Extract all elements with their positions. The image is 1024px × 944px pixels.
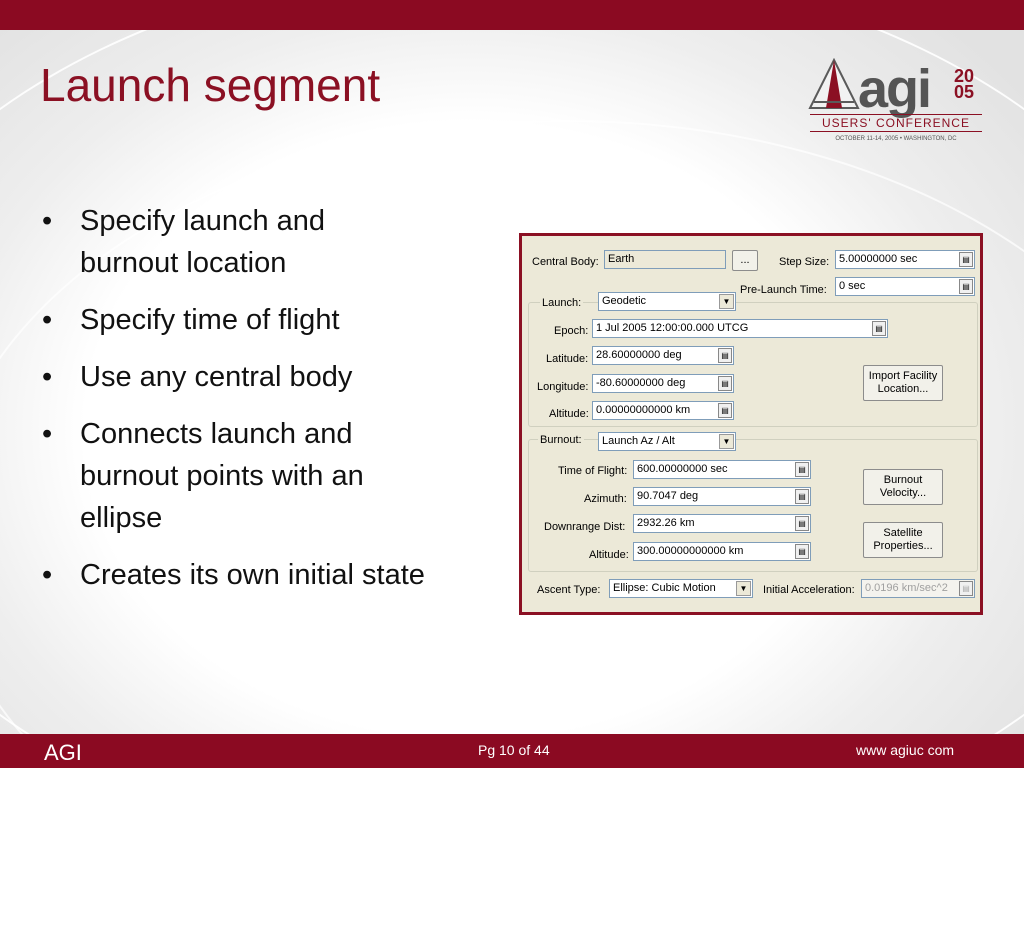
slide-title: Launch segment	[40, 59, 381, 111]
footer-url[interactable]: www agiuc com	[856, 742, 955, 758]
chevron-down-icon[interactable]: ▼	[719, 434, 734, 449]
bullet-item: • Specify launch and burnout location	[40, 200, 380, 284]
logo-wordmark: agi	[858, 59, 931, 119]
longitude-field[interactable]	[592, 374, 734, 393]
launch-type-value: Geodetic	[602, 295, 647, 307]
bullet-list	[40, 200, 500, 611]
unit-selector-icon[interactable]: ▤	[795, 462, 809, 477]
browse-button-label: ...	[740, 254, 750, 266]
velocity-button-line1: Burnout	[883, 474, 923, 486]
downrange-dist-label: Downrange Dist:	[544, 521, 626, 533]
launch-altitude-label: Altitude:	[549, 408, 589, 420]
burnout-type-value: Launch Az / Alt	[602, 435, 675, 447]
central-body-field[interactable]	[604, 250, 726, 269]
launch-altitude-value: 0.00000000000 km	[596, 404, 691, 416]
latitude-label: Latitude:	[546, 353, 589, 365]
epoch-value: 1 Jul 2005 12:00:00.000 UTCG	[596, 322, 749, 334]
bullet-item: • Connects launch and burnout points with an ellipse	[40, 413, 420, 539]
velocity-button-line2: Velocity...	[879, 487, 927, 499]
burnout-altitude-value: 300.00000000000 km	[637, 545, 744, 557]
unit-selector-icon[interactable]: ▤	[795, 489, 809, 504]
bullet-item: • Specify time of flight	[40, 299, 500, 341]
logo-date: OCTOBER 11-14, 2005 • WASHINGTON, DC	[835, 136, 957, 142]
burnout-type-dropdown[interactable]	[598, 432, 736, 451]
logo-year-top: 20	[954, 66, 975, 86]
logo-year-bottom: 05	[954, 82, 975, 102]
satellite-button-line1: Satellite	[883, 527, 923, 539]
unit-selector-icon[interactable]: ▤	[872, 321, 886, 336]
satellite-properties-button[interactable]	[863, 522, 943, 558]
logo-year	[954, 68, 974, 100]
page-number: Pg 10 of 44	[478, 742, 550, 758]
burnout-altitude-label: Altitude:	[589, 549, 629, 561]
azimuth-label: Azimuth:	[584, 493, 627, 505]
azimuth-value: 90.7047 deg	[637, 490, 699, 502]
burnout-velocity-button[interactable]	[863, 469, 943, 505]
ascent-type-label: Ascent Type:	[537, 584, 601, 596]
chevron-down-icon[interactable]: ▼	[719, 294, 734, 309]
footer-brand: AGI	[44, 740, 82, 765]
epoch-label: Epoch:	[554, 325, 589, 337]
downrange-dist-value: 2932.26 km	[637, 517, 695, 529]
unit-selector-icon[interactable]: ▤	[795, 516, 809, 531]
launch-altitude-field[interactable]	[592, 401, 734, 420]
unit-selector-icon[interactable]: ▤	[959, 252, 973, 267]
launch-segment-dialog	[519, 233, 983, 615]
downrange-dist-field[interactable]	[633, 514, 811, 533]
launch-label: Launch:	[542, 297, 582, 309]
import-button-line1: Import Facility	[868, 370, 938, 382]
central-body-label: Central Body:	[532, 256, 599, 268]
latitude-field[interactable]	[592, 346, 734, 365]
unit-selector-icon[interactable]: ▤	[718, 376, 732, 391]
longitude-value: -80.60000000 deg	[596, 377, 686, 389]
import-button-line2: Location...	[877, 383, 929, 395]
unit-selector-icon[interactable]: ▤	[718, 403, 732, 418]
import-facility-location-button[interactable]	[863, 365, 943, 401]
azimuth-field[interactable]	[633, 487, 811, 506]
pre-launch-time-value: 0 sec	[839, 280, 866, 292]
launch-type-dropdown[interactable]	[598, 292, 736, 311]
time-of-flight-label: Time of Flight:	[558, 465, 628, 477]
logo-subtitle: USERS' CONFERENCE	[810, 114, 982, 132]
central-body-value: Earth	[608, 253, 635, 265]
time-of-flight-field[interactable]	[633, 460, 811, 479]
longitude-label: Longitude:	[537, 381, 589, 393]
unit-selector-icon[interactable]: ▤	[718, 348, 732, 363]
unit-selector-icon[interactable]: ▤	[795, 544, 809, 559]
step-size-value: 5.00000000 sec	[839, 253, 918, 265]
step-size-field[interactable]	[835, 250, 975, 269]
step-size-label: Step Size:	[779, 256, 830, 268]
ascent-type-dropdown[interactable]	[609, 579, 753, 598]
unit-selector-icon[interactable]: ▤	[959, 279, 973, 294]
burnout-label: Burnout:	[540, 434, 582, 446]
time-of-flight-value: 600.00000000 sec	[637, 463, 728, 475]
top-banner	[0, 0, 1024, 30]
satellite-button-line2: Properties...	[873, 540, 933, 552]
unit-selector-icon[interactable]: ▤	[959, 581, 973, 596]
chevron-down-icon[interactable]: ▼	[736, 581, 751, 596]
triangle-logo-icon	[808, 58, 860, 114]
pre-launch-time-label: Pre-Launch Time:	[740, 284, 827, 296]
initial-acceleration-field[interactable]	[861, 579, 975, 598]
central-body-browse-button[interactable]	[732, 250, 758, 271]
agi-conference-logo	[808, 56, 988, 148]
epoch-field[interactable]	[592, 319, 888, 338]
pre-launch-time-field[interactable]	[835, 277, 975, 296]
latitude-value: 28.60000000 deg	[596, 349, 682, 361]
initial-acceleration-label: Initial Acceleration:	[763, 584, 855, 596]
ascent-type-value: Ellipse: Cubic Motion	[613, 582, 716, 594]
burnout-altitude-field[interactable]	[633, 542, 811, 561]
bullet-item: • Creates its own initial state	[40, 554, 500, 596]
bullet-item: • Use any central body	[40, 356, 500, 398]
initial-acceleration-value: 0.0196 km/sec^2	[865, 582, 948, 594]
